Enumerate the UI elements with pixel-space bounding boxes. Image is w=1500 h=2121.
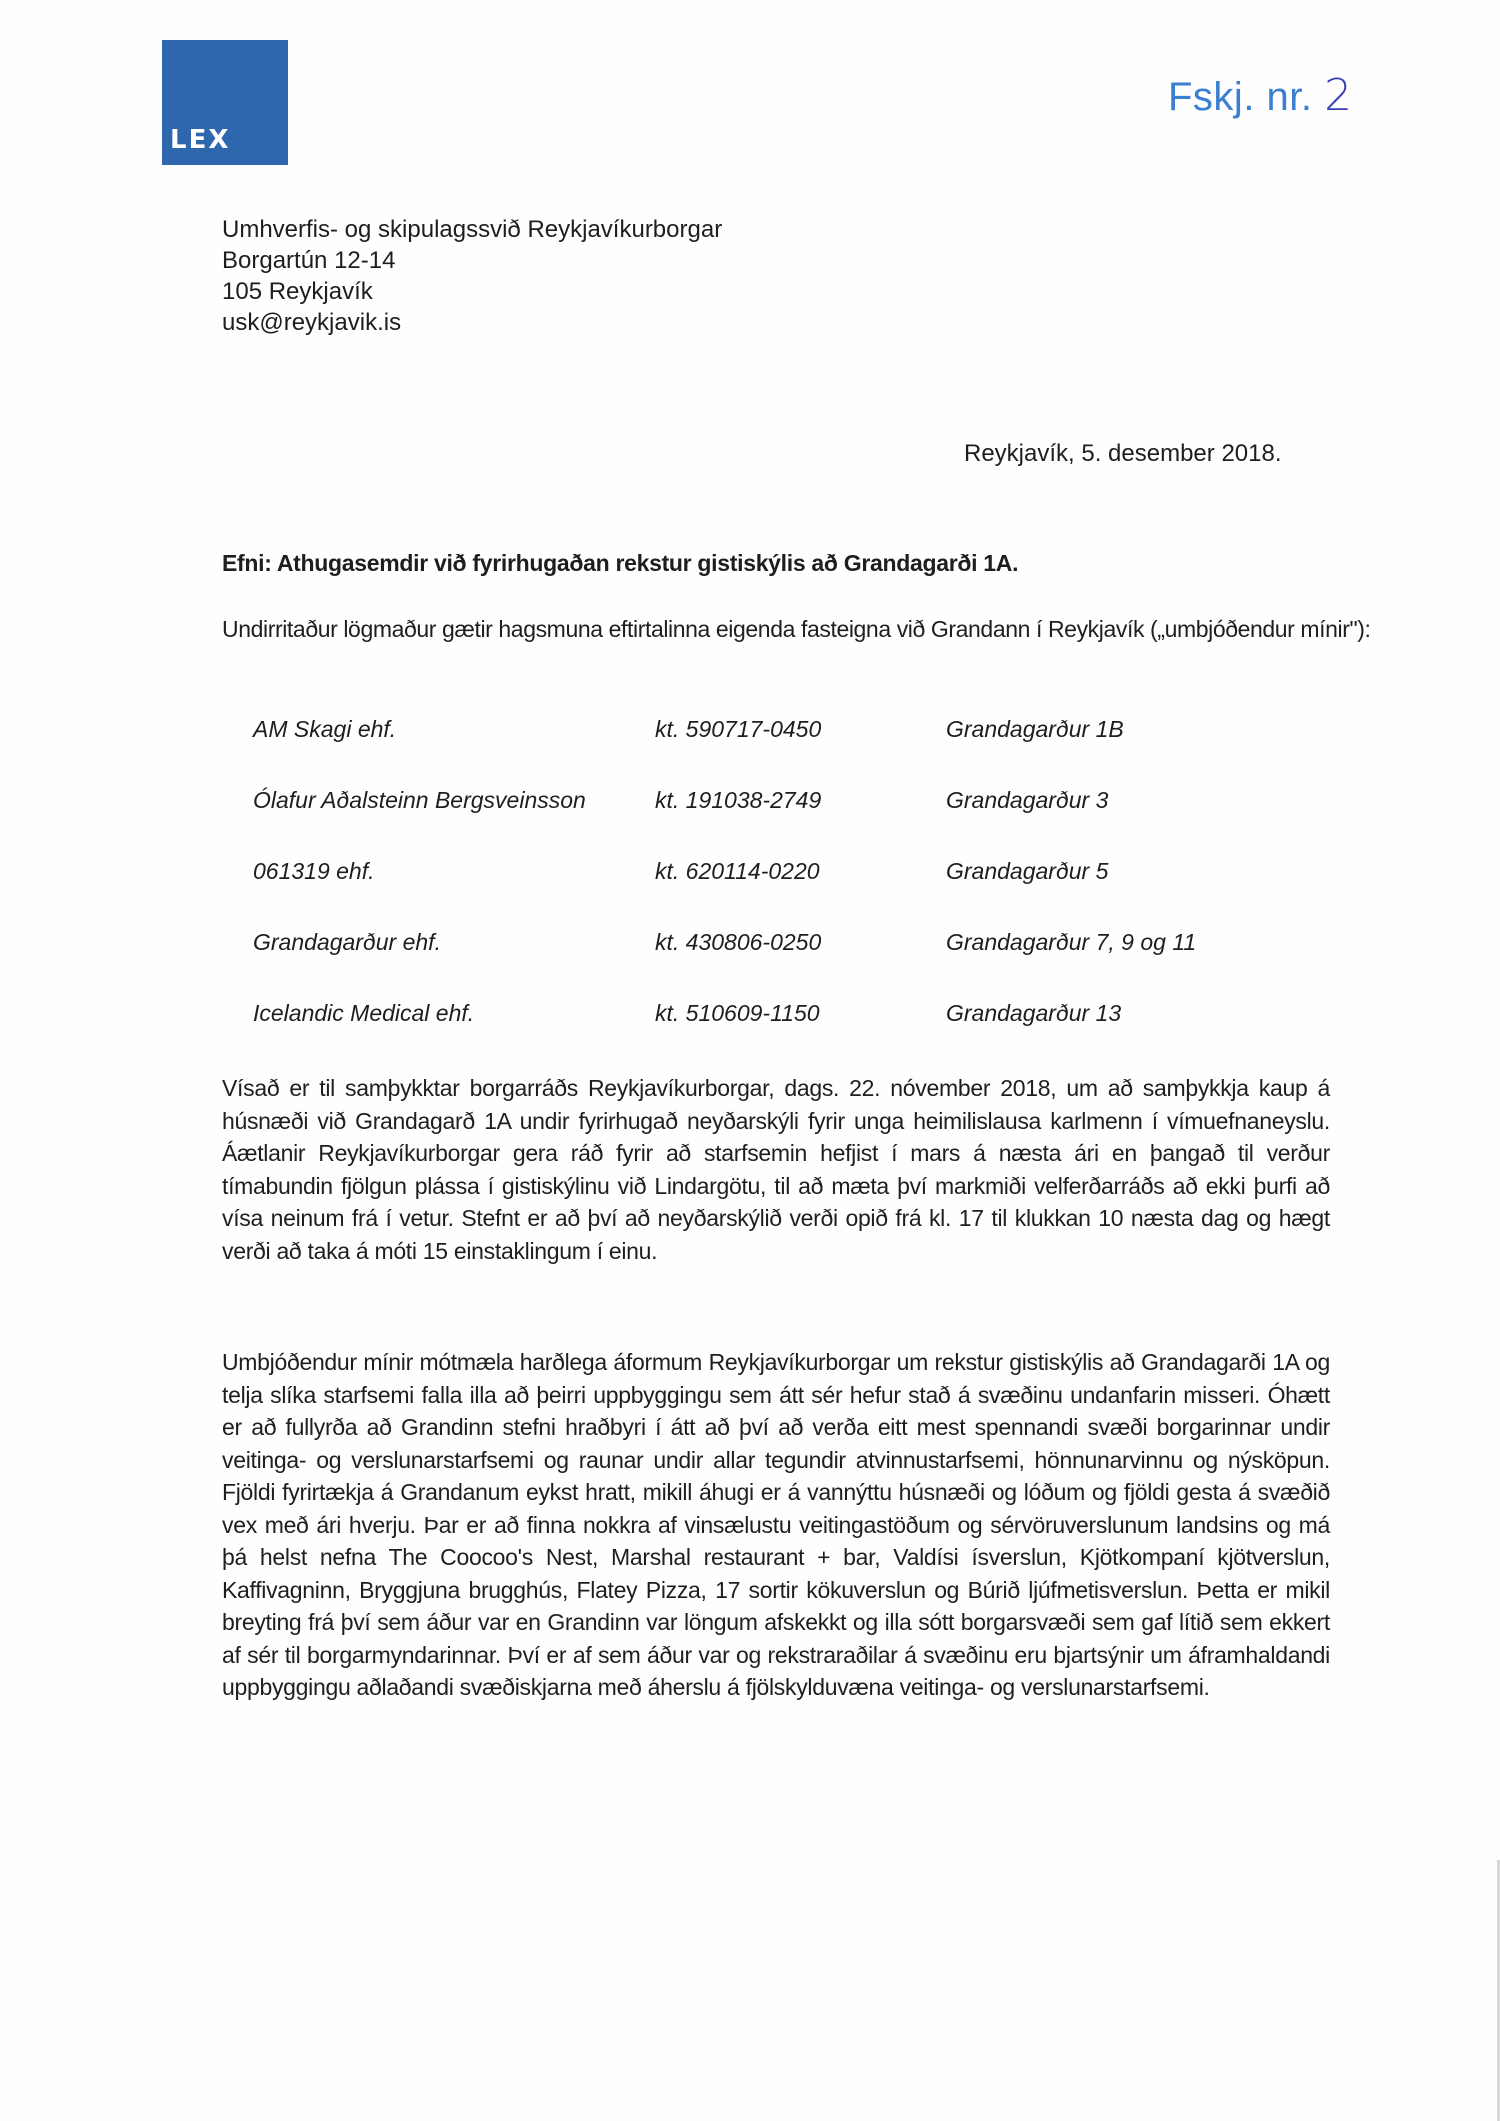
exhibit-stamp	[1168, 70, 1353, 121]
stamp-prefix: Fskj. nr.	[1168, 75, 1325, 119]
owner-kt: kt. 590717-0450	[655, 716, 822, 742]
recipient-line-department: Umhverfis- og skipulagssvið Reykjavíkurborgar	[222, 216, 723, 243]
owner-kt: kt. 620114-0220	[655, 858, 820, 884]
recipient-line-street: Borgartún 12-14	[222, 247, 396, 274]
recipient-address	[222, 214, 722, 338]
owner-kt: kt. 510609-1150	[655, 1000, 820, 1026]
owner-kt: kt. 191038-2749	[655, 787, 822, 813]
stamp-number: 2	[1324, 70, 1353, 121]
intro-paragraph: Undirritaður lögmaður gætir hagsmuna eftirtalinna eigenda fasteigna við Grandann í Reykjavík („umbjóðendur mínir"):	[222, 616, 1371, 642]
owner-name: Grandagarður ehf.	[253, 929, 441, 955]
lex-logo	[162, 40, 288, 165]
logo-text: LEX	[170, 125, 231, 155]
letter-subject: Efni: Athugasemdir við fyrirhugaðan rekstur gistiskýlis að Grandagarði 1A.	[222, 550, 1019, 576]
owner-kt: kt. 430806-0250	[655, 929, 822, 955]
owner-name: 061319 ehf.	[253, 858, 375, 884]
owner-address: Grandagarður 5	[946, 858, 1109, 884]
recipient-line-email: usk@reykjavik.is	[222, 309, 402, 336]
body-paragraph-reference: Vísað er til samþykktar borgarráðs Reykjavíkurborgar, dags. 22. nóvember 2018, um að samþykkja kaup á húsnæði við Grandagarð 1A undir fyrirhugað neyðarskýli fyrir unga heimilislausa karlmenn í vímuefnaneyslu. Áætlanir Reykjavíkurborgar gera ráð fyrir að starfsemin hefjist í mars á næsta ári en þangað til verður tímabundin fjölgun plássa í gistiskýlinu við Lindargötu, til að mæta því markmiði velferðarráðs að ekki þurfi að vísa neinum frá í vetur. Stefnt er að því að neyðarskýlið verði opið frá kl. 17 til klukkan 10 næsta dag og hægt verði að taka á móti 15 einstaklingum í einu.	[222, 1075, 1330, 1264]
owner-address: Grandagarður 1B	[946, 716, 1124, 742]
body-paragraph-objection: Umbjóðendur mínir mótmæla harðlega áformum Reykjavíkurborgar um rekstur gistiskýlis að Grandagarði 1A og telja slíka starfsemi falla illa að þeirri uppbyggingu sem átt sér hefur stað á svæðinu undanfarin misseri. Óhætt er að fullyrða að Grandinn stefni hraðbyri í átt að því að verða eitt mest spennandi svæði borgarinnar undir veitinga- og verslunarstarfsemi og raunar undir allar tegundir atvinnustarfsemi, hönnunarvinnu og nýsköpun. Fjöldi fyrirtækja á Grandanum eykst hratt, mikill áhugi er á vannýttu húsnæði og lóðum og fjöldi gesta á svæðið vex með ári hverju. Þar er að finna nokkra af vinsælustu veitingastöðum og sérvöruverslunum landsins og má þá helst nefna The Coocoo's Nest, Marshal restaurant + bar, Valdísi ísverslun, Kjötkompaní kjötverslun, Kaffivagninn, Bryggjuna brugghús, Flatey Pizza, 17 sortir kökuverslun og Búrið ljúfmetisverslun. Þetta er mikil breyting frá því sem áður var en Grandinn var löngum afskekkt og illa sótt borgarsvæði sem gaf lítið sem ekkert af sér til borgarmyndarinnar. Því er af sem áður var og rekstraraðilar á svæðinu eru bjartsýnir um áframhaldandi uppbyggingu aðlaðandi svæðiskjarna með áherslu á fjölskylduvæna veitinga- og verslunarstarfsemi.	[222, 1349, 1330, 1700]
letter-date: Reykjavík, 5. desember 2018.	[964, 440, 1282, 467]
recipient-line-city: 105 Reykjavík	[222, 278, 373, 305]
owner-name: AM Skagi ehf.	[253, 716, 397, 742]
owner-address: Grandagarður 13	[946, 1000, 1122, 1026]
owner-address: Grandagarður 7, 9 og 11	[946, 929, 1197, 955]
owner-address: Grandagarður 3	[946, 787, 1109, 813]
owner-name: Ólafur Aðalsteinn Bergsveinsson	[253, 787, 586, 813]
owner-name: Icelandic Medical ehf.	[253, 1000, 475, 1026]
